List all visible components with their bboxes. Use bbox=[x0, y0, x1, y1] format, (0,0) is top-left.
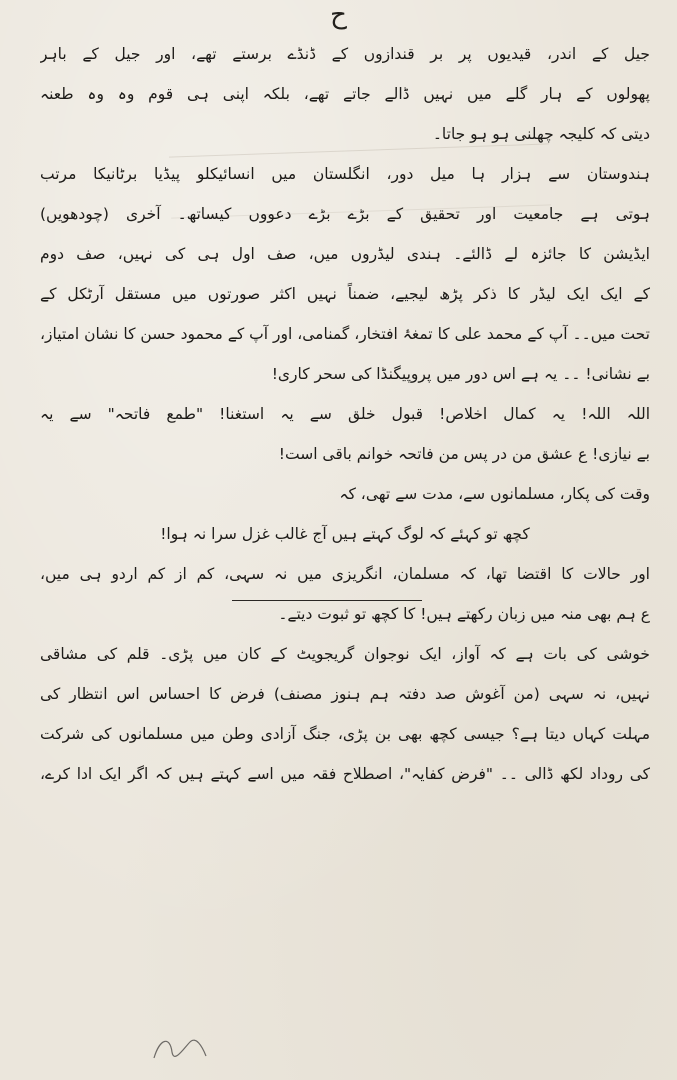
text-line: تحت میں۔۔ آپ کے محمد علی کا تمغۂ افتخار، گمنامی، اور آپ کے محمود حسن کا نشان امتیاز، bbox=[40, 325, 650, 343]
text-line: نہیں، نہ سہی (من آغوش صد دفتہ ہم ہنوز مصنف) فرض کا احساس اس انتظار کی bbox=[40, 685, 650, 703]
text-line: اور حالات کا اقتضا تھا، کہ مسلمان، انگریزی میں نہ سہی، کم از کم اردو ہی میں، bbox=[40, 565, 650, 583]
text-line: بے نیازی! ع عشق من در پس من فاتحہ خوانم باقی است! bbox=[278, 445, 650, 463]
text-line: اللہ اللہ! یہ کمال اخلاص! قبول خلق سے یہ استغنا! "طمع فاتحہ" سے یہ bbox=[40, 405, 650, 423]
text-line: دیتی کہ کلیجہ چھلنی ہو ہو جاتا۔ bbox=[432, 125, 650, 143]
text-line: ع ہم بھی منہ میں زبان رکھتے ہیں! کا کچھ تو ثبوت دیتے۔ bbox=[278, 605, 650, 623]
text-line: جیل کے اندر، قیدیوں پر بر قندازوں کے ڈنڈے برستے تھے، اور جیل کے باہر bbox=[40, 45, 650, 63]
text-line: بے نشانی! ۔۔ یہ ہے اس دور میں پروپیگنڈا کی سحر کاری! bbox=[271, 365, 650, 383]
text-line: پھولوں کے ہار گلے میں نہیں ڈالے جاتے تھے، بلکہ اپنی ہی قوم وہ وہ طعنہ bbox=[40, 85, 650, 103]
verse-line: کچھ تو کہئے کہ لوگ کہتے ہیں آج غالب غزل سرا نہ ہوا! bbox=[160, 525, 530, 543]
verse-underline-rule bbox=[232, 600, 422, 601]
text-line: وقت کی پکار، مسلمانوں سے، مدت سے تھی، کہ bbox=[339, 485, 650, 503]
text-line: ہندوستان سے ہزار ہا میل دور، انگلستان میں انسائیکلو پیڈیا برٹانیکا مرتب bbox=[40, 165, 650, 183]
pencil-scribble-mark bbox=[150, 1028, 210, 1068]
text-line: خوشی کی بات ہے کہ آواز، ایک نوجوان گریجویٹ کے کان میں پڑی۔ قلم کی مشاقی bbox=[40, 645, 650, 663]
text-line: کی روداد لکھ ڈالی ۔۔ "فرض کفایہ"، اصطلاح فقہ میں اسے کہتے ہیں کہ اگر ایک ادا کرے، bbox=[40, 765, 650, 783]
text-line: ہوتی ہے جامعیت اور تحقیق کے بڑے بڑے دعووں کیساتھ۔ آخری (چودھویں) bbox=[40, 205, 650, 223]
page-number: ح bbox=[330, 0, 347, 30]
text-line: ایڈیشن کا جائزہ لے ڈالئے۔ ہندی لیڈروں میں، صف اول ہی کی نہیں، صف دوم bbox=[40, 245, 650, 263]
text-line: مہلت کہاں دیتا ہے؟ جیسی کچھ بھی بن پڑی، جنگ آزادی وطن میں مسلمانوں کی شرکت bbox=[40, 725, 650, 743]
text-line: کے ایک ایک لیڈر کا ذکر پڑھ لیجیے، ضمناً نہیں اکثر صورتوں میں مستقل آرٹکل کے bbox=[40, 285, 650, 303]
